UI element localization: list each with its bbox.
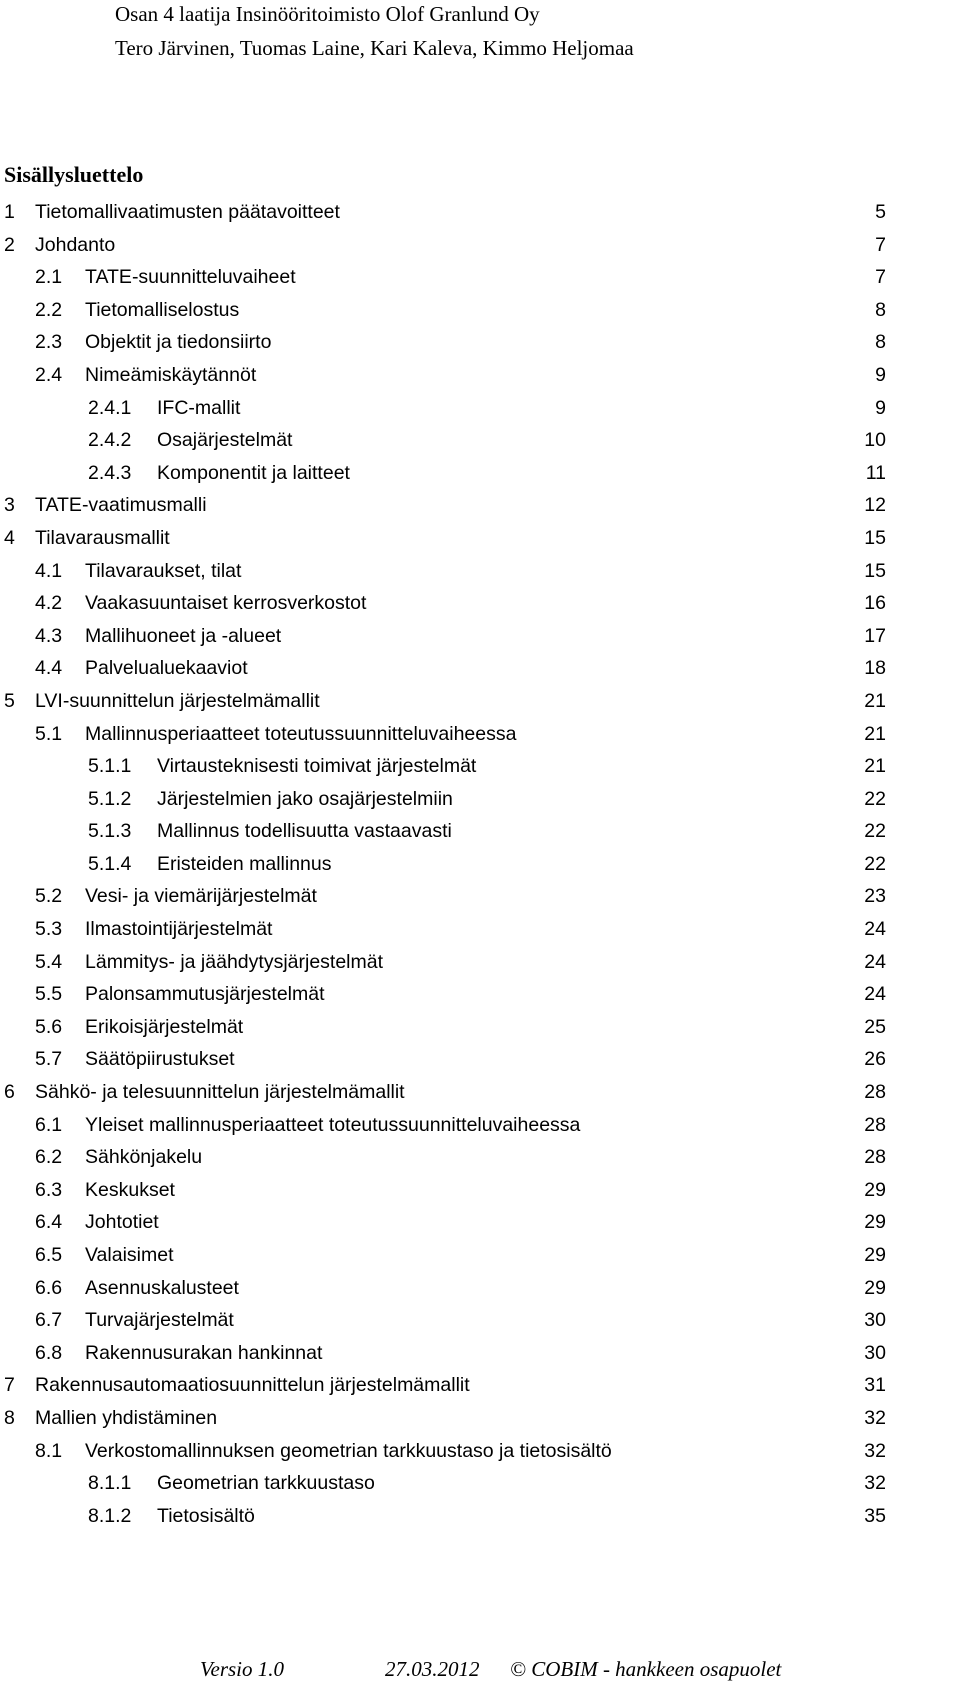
toc-entry-page: 29 [864, 1178, 886, 1201]
toc-entry-number: 5.1.2 [88, 787, 132, 810]
toc-entry-number: 5.1.3 [88, 820, 132, 843]
toc-entry-number: 8 [4, 1406, 15, 1429]
toc-entry-number: 5.3 [35, 918, 63, 941]
toc-entry-page: 28 [864, 1081, 886, 1104]
toc-entry[interactable] [0, 1043, 960, 1076]
toc-entry-page: 23 [864, 885, 886, 908]
toc-entry-page: 16 [864, 592, 886, 615]
toc-entry[interactable] [0, 326, 960, 359]
toc-entry-page: 32 [864, 1472, 886, 1495]
toc-entry[interactable] [0, 196, 960, 229]
toc-entry-number: 4.4 [35, 657, 63, 680]
toc-entry-page: 30 [864, 1309, 886, 1332]
toc-entry-page: 24 [864, 918, 886, 941]
toc-entry-title: IFC-mallit [157, 396, 241, 419]
toc-entry-title: Yleiset mallinnusperiaatteet toteutussuunnitteluvaiheessa [85, 1113, 581, 1136]
toc-entry-title: Rakennusautomaatiosuunnittelun järjestelmämallit [35, 1374, 470, 1397]
toc-entry-title: Rakennusurakan hankinnat [85, 1341, 323, 1364]
toc-entry-title: Sähkönjakelu [85, 1146, 203, 1169]
footer-copyright: © COBIM - hankkeen osapuolet [510, 1657, 782, 1681]
toc-entry[interactable] [0, 392, 960, 425]
toc-entry-title: Tilavarausmallit [35, 526, 170, 549]
toc-entry-number: 2.1 [35, 266, 63, 289]
toc-entry-page: 30 [864, 1341, 886, 1364]
toc-entry[interactable] [0, 457, 960, 490]
toc-entry-page: 22 [864, 787, 886, 810]
toc-entry[interactable] [0, 620, 960, 653]
toc-entry-title: Tietomallivaatimusten päätavoitteet [35, 201, 340, 223]
toc-entry-title: TATE-suunnitteluvaiheet [85, 266, 296, 289]
toc-entry[interactable] [0, 1337, 960, 1370]
toc-entry-number: 8.1.2 [88, 1504, 132, 1527]
toc-entry[interactable] [0, 718, 960, 751]
toc-entry-title: Asennuskalusteet [85, 1276, 239, 1299]
toc-entry-number: 4.3 [35, 624, 63, 647]
toc-entry-title: Johtotiet [85, 1211, 159, 1234]
toc-entry-page: 21 [864, 689, 886, 712]
toc-entry-number: 5.7 [35, 1048, 63, 1071]
header-authors: Tero Järvinen, Tuomas Laine, Kari Kaleva, Kimmo Heljomaa [115, 36, 634, 60]
toc-entry[interactable] [0, 1141, 960, 1174]
toc-entry-title: LVI-suunnittelun järjestelmämallit [35, 689, 320, 712]
toc-entry-title: TATE-vaatimusmalli [35, 494, 207, 517]
toc-entry-title: Mallinnus todellisuutta vastaavasti [157, 820, 452, 843]
toc-entry-number: 5.1.1 [88, 755, 132, 778]
toc-entry-number: 2.2 [35, 298, 63, 321]
toc-entry-page: 25 [864, 1015, 886, 1038]
toc-entry-page: 26 [864, 1048, 886, 1071]
toc-entry-number: 5.5 [35, 983, 63, 1006]
toc-entry-number: 2.4 [35, 363, 63, 386]
toc-entry[interactable] [0, 880, 960, 913]
toc-title: Sisällysluettelo [4, 162, 144, 187]
toc-entry-number: 6.2 [35, 1146, 63, 1169]
toc-entry-page: 22 [864, 852, 886, 875]
toc-entry-title: Tilavaraukset, tilat [85, 559, 242, 582]
toc-entry-title: Lämmitys- ja jäähdytysjärjestelmät [85, 950, 384, 973]
toc-entry[interactable] [0, 522, 960, 555]
toc-entry-title: Geometrian tarkkuustaso [157, 1472, 375, 1495]
toc-entry-page: 28 [864, 1113, 886, 1136]
toc-entry-number: 6.7 [35, 1309, 63, 1332]
toc-entry-number: 5.1.4 [88, 852, 132, 875]
toc-entry-number: 8.1 [35, 1439, 63, 1462]
toc-entry-number: 6 [4, 1081, 15, 1104]
toc-entry-page: 11 [865, 461, 886, 484]
toc-entry[interactable] [0, 1369, 960, 1402]
toc-entry-title: Palvelualuekaaviot [85, 657, 248, 680]
toc-entry-number: 7 [4, 1374, 15, 1397]
toc-entry[interactable] [0, 294, 960, 327]
toc-entry-number: 5.4 [35, 950, 63, 973]
toc-entry-page: 21 [864, 722, 886, 745]
toc-entry-number: 4.2 [35, 592, 63, 615]
toc-entry[interactable] [0, 1011, 960, 1044]
toc-entry-number: 2 [4, 233, 15, 256]
toc-entry-title: Palonsammutusjärjestelmät [85, 983, 325, 1006]
toc-entry-page: 24 [864, 983, 886, 1006]
toc-entry-page: 31 [864, 1374, 886, 1397]
toc-entry-number: 2.4.1 [88, 396, 132, 419]
toc-entry-page: 12 [864, 494, 886, 517]
toc-entry-title: Virtausteknisesti toimivat järjestelmät [157, 755, 477, 778]
toc-entry[interactable] [0, 1500, 960, 1533]
toc-entry-title: Johdanto [35, 233, 116, 256]
toc-entry[interactable] [0, 229, 960, 262]
toc-entry-number: 6.3 [35, 1178, 63, 1201]
toc-entry-page: 35 [864, 1504, 886, 1527]
toc-entry[interactable] [0, 1206, 960, 1239]
toc-entry-title: Erikoisjärjestelmät [85, 1015, 244, 1038]
toc-entry-title: Vesi- ja viemärijärjestelmät [85, 885, 317, 908]
toc-entry-page: 29 [864, 1244, 886, 1266]
footer-version: Versio 1.0 [200, 1657, 284, 1681]
toc-entry-page: 9 [875, 363, 886, 386]
toc-entry-page: 7 [875, 266, 886, 289]
toc-entry-title: Turvajärjestelmät [85, 1309, 234, 1332]
toc-entry[interactable] [0, 783, 960, 816]
toc-entry-page: 18 [864, 657, 886, 680]
toc-entry[interactable] [0, 359, 960, 392]
toc-entry-number: 5.1 [35, 722, 63, 745]
toc-entry-number: 6.1 [35, 1113, 63, 1136]
toc-entry-title: Objektit ja tiedonsiirto [85, 331, 272, 354]
toc-entry-number: 2.3 [35, 331, 63, 354]
toc-entry-page: 29 [864, 1211, 886, 1234]
toc-entry-title: Verkostomallinnuksen geometrian tarkkuustaso ja tietosisältö [85, 1439, 612, 1462]
toc-entry[interactable] [0, 913, 960, 946]
toc-entry[interactable] [0, 1109, 960, 1142]
toc-entry-title: Vaakasuuntaiset kerrosverkostot [85, 592, 367, 615]
toc-entry[interactable] [0, 489, 960, 522]
toc-entry-number: 4.1 [35, 559, 63, 582]
toc-entry-page: 8 [875, 298, 886, 321]
toc-entry-number: 3 [4, 494, 15, 517]
toc-entry[interactable] [0, 978, 960, 1011]
toc-entry-number: 2.4.2 [88, 429, 132, 452]
toc-entry[interactable] [0, 1402, 960, 1435]
toc-entry-page: 15 [864, 559, 886, 582]
toc-entry[interactable] [0, 1435, 960, 1468]
toc-entry-title: Säätöpiirustukset [85, 1048, 235, 1071]
toc-entry-page: 22 [864, 820, 886, 843]
toc-entry-number: 5 [4, 689, 15, 712]
toc-entry-number: 6.8 [35, 1341, 63, 1364]
toc-entry-page: 10 [864, 429, 886, 452]
toc-entry[interactable] [0, 261, 960, 294]
toc-entry-title: Keskukset [85, 1178, 175, 1201]
toc-entry-title: Mallien yhdistäminen [35, 1406, 218, 1429]
table-of-contents [0, 196, 960, 1532]
toc-entry[interactable] [0, 1174, 960, 1207]
toc-entry-title: Valaisimet [85, 1244, 174, 1266]
toc-entry[interactable] [0, 587, 960, 620]
toc-entry-title: Komponentit ja laitteet [157, 461, 350, 484]
toc-entry-page: 24 [864, 950, 886, 973]
toc-entry-title: Mallinnusperiaatteet toteutussuunnitteluvaiheessa [85, 722, 517, 745]
toc-entry-page: 17 [864, 624, 886, 647]
toc-entry[interactable] [0, 652, 960, 685]
toc-entry[interactable] [0, 555, 960, 588]
toc-entry-title: Järjestelmien jako osajärjestelmiin [157, 787, 453, 810]
toc-entry-number: 6.4 [35, 1211, 63, 1234]
toc-entry[interactable] [0, 1467, 960, 1500]
toc-entry-page: 7 [875, 233, 886, 256]
toc-entry-title: Osajärjestelmät [157, 429, 293, 452]
toc-entry-number: 2.4.3 [88, 461, 132, 484]
toc-entry-number: 6.5 [35, 1244, 63, 1266]
toc-entry-page: 28 [864, 1146, 886, 1169]
footer-date: 27.03.2012 [385, 1657, 480, 1681]
toc-entry-page: 32 [864, 1406, 886, 1429]
toc-entry-title: Sähkö- ja telesuunnittelun järjestelmämallit [35, 1081, 405, 1104]
toc-entry-title: Eristeiden mallinnus [157, 852, 332, 875]
toc-entry[interactable] [0, 1304, 960, 1337]
toc-entry[interactable] [0, 685, 960, 718]
header-author-organization: Osan 4 laatija Insinööritoimisto Olof Granlund Oy [115, 2, 540, 26]
toc-entry-title: Tietomalliselostus [85, 298, 240, 321]
toc-entry[interactable] [0, 1272, 960, 1305]
toc-entry[interactable] [0, 424, 960, 457]
toc-entry-page: 29 [864, 1276, 886, 1299]
toc-entry-number: 6.6 [35, 1276, 63, 1299]
toc-entry-page: 9 [875, 396, 886, 419]
toc-entry-title: Nimeämiskäytännöt [85, 363, 257, 386]
toc-entry[interactable] [0, 848, 960, 881]
toc-entry[interactable] [0, 815, 960, 848]
toc-entry-page: 15 [864, 526, 886, 549]
toc-entry-title: Ilmastointijärjestelmät [85, 918, 273, 941]
toc-entry-number: 4 [4, 526, 15, 549]
toc-entry-page: 8 [875, 331, 886, 354]
toc-entry[interactable] [0, 1076, 960, 1109]
toc-entry-number: 1 [4, 201, 15, 223]
toc-entry[interactable] [0, 946, 960, 979]
toc-entry[interactable] [0, 750, 960, 783]
toc-entry-number: 5.6 [35, 1015, 63, 1038]
toc-entry-page: 32 [864, 1439, 886, 1462]
toc-entry-title: Mallihuoneet ja -alueet [85, 624, 282, 647]
toc-entry-page: 5 [875, 201, 886, 223]
toc-entry[interactable] [0, 1239, 960, 1272]
toc-entry-title: Tietosisältö [157, 1504, 255, 1527]
toc-entry-page: 21 [864, 755, 886, 778]
toc-entry-number: 5.2 [35, 885, 63, 908]
toc-entry-number: 8.1.1 [88, 1472, 132, 1495]
